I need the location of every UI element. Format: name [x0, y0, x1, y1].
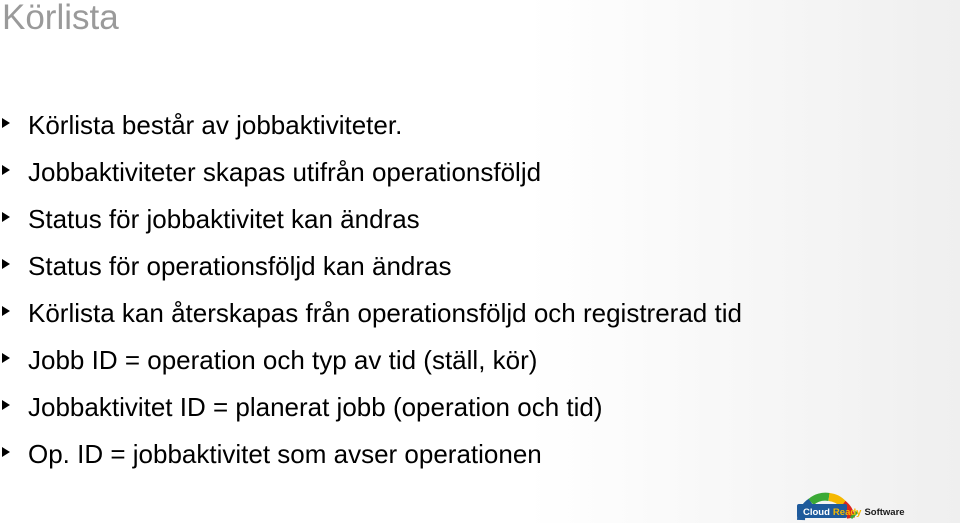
bullet-text: Status för operationsföljd kan ändras [28, 251, 452, 281]
logo-word-cloud: Cloud [803, 507, 830, 518]
slide-title: Körlista [2, 0, 119, 37]
bullet-text: Jobbaktiviteter skapas utifrån operationsföljd [28, 157, 542, 187]
bullet-marker-icon [2, 400, 10, 410]
bullet-marker-icon [2, 306, 10, 316]
logo-wordmark [803, 507, 905, 518]
bullet-text: Körlista består av jobbaktiviteter. [28, 110, 403, 140]
company-logo [795, 482, 960, 523]
bullet-marker-icon [2, 118, 10, 128]
bullet-text: Körlista kan återskapas från operationsföljd och registrerad tid [28, 298, 742, 328]
bullet-marker-icon [2, 259, 10, 269]
logo-word-software: Software [864, 507, 905, 518]
bullet-marker-icon [2, 447, 10, 457]
bullet-text: Jobbaktivitet ID = planerat jobb (operation och tid) [28, 392, 603, 422]
logo-word-ready: Ready [832, 507, 862, 518]
bullet-text: Status för jobbaktivitet kan ändras [28, 204, 420, 234]
bullet-marker-icon [2, 165, 10, 175]
bullet-marker-icon [2, 212, 10, 222]
bullet-marker-icon [2, 353, 10, 363]
bullet-text: Op. ID = jobbaktivitet som avser operationen [28, 439, 542, 469]
bullet-text: Jobb ID = operation och typ av tid (ställ, kör) [28, 345, 538, 375]
